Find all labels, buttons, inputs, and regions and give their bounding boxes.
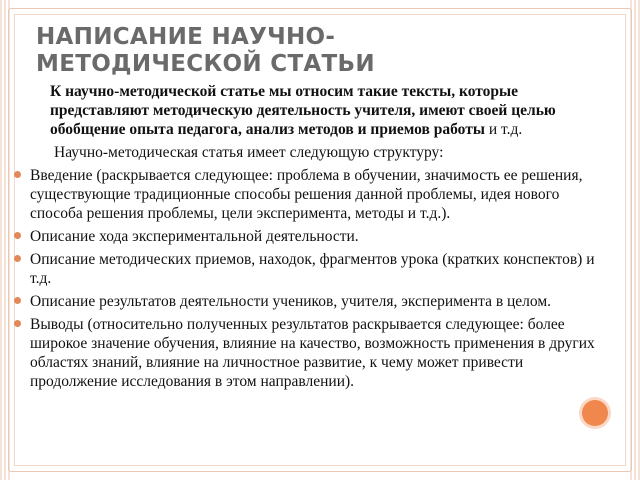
orange-dot-bullet-icon	[14, 232, 21, 239]
slide-body	[30, 82, 612, 395]
list-item	[30, 292, 612, 311]
structure-list	[30, 166, 612, 391]
orange-dot-bullet-icon	[14, 255, 21, 262]
orange-dot-bullet-icon	[14, 320, 21, 327]
orange-dot-bullet-icon	[14, 297, 21, 304]
slide-title-line-2: МЕТОДИЧЕСКОЙ СТАТЬИ	[36, 51, 375, 77]
list-item-text: Описание результатов деятельности учеников, учителя, эксперимента в целом.	[30, 293, 552, 310]
intro-paragraph	[30, 82, 612, 139]
list-item-text: Описание методических приемов, находок, фрагментов урока (кратких конспектов) и т.д.	[30, 251, 595, 287]
list-item	[30, 166, 612, 223]
list-item-text: Введение (раскрывается следующее: проблема в обучении, значимость ее решения, существующие традиционные способы решения данной проблемы, идея нового способа решения проблемы, цели эксперимента, методы и т.д.).	[30, 167, 583, 222]
slide-title	[36, 24, 596, 78]
intro-bold-text: К научно-методической статье мы относим такие тексты, которые представляют методическую деятельность учителя, имеют своей целью обобщение опыта педагога, анализ методов и приемов работы	[50, 83, 556, 138]
structure-heading: Научно-методическая статья имеет следующую структуру:	[54, 144, 444, 161]
orange-dot-bullet-icon	[14, 171, 21, 178]
list-item-text: Описание хода экспериментальной деятельности.	[30, 228, 359, 245]
orange-circle-icon	[582, 400, 608, 426]
slide-title-line-1: НАПИСАНИЕ НАУЧНО-	[36, 24, 336, 50]
list-item	[30, 227, 612, 246]
list-item	[30, 250, 612, 288]
intro-tail-text: и т.д.	[484, 121, 523, 138]
list-item	[30, 315, 612, 391]
list-item-text: Выводы (относительно полученных результатов раскрывается следующее: более широкое значение обучения, влияние на качество, возможность применения в других областях знаний, влияние на личностное развитие, к чему может привести продолжение исследования в этом направлении).	[30, 316, 595, 390]
